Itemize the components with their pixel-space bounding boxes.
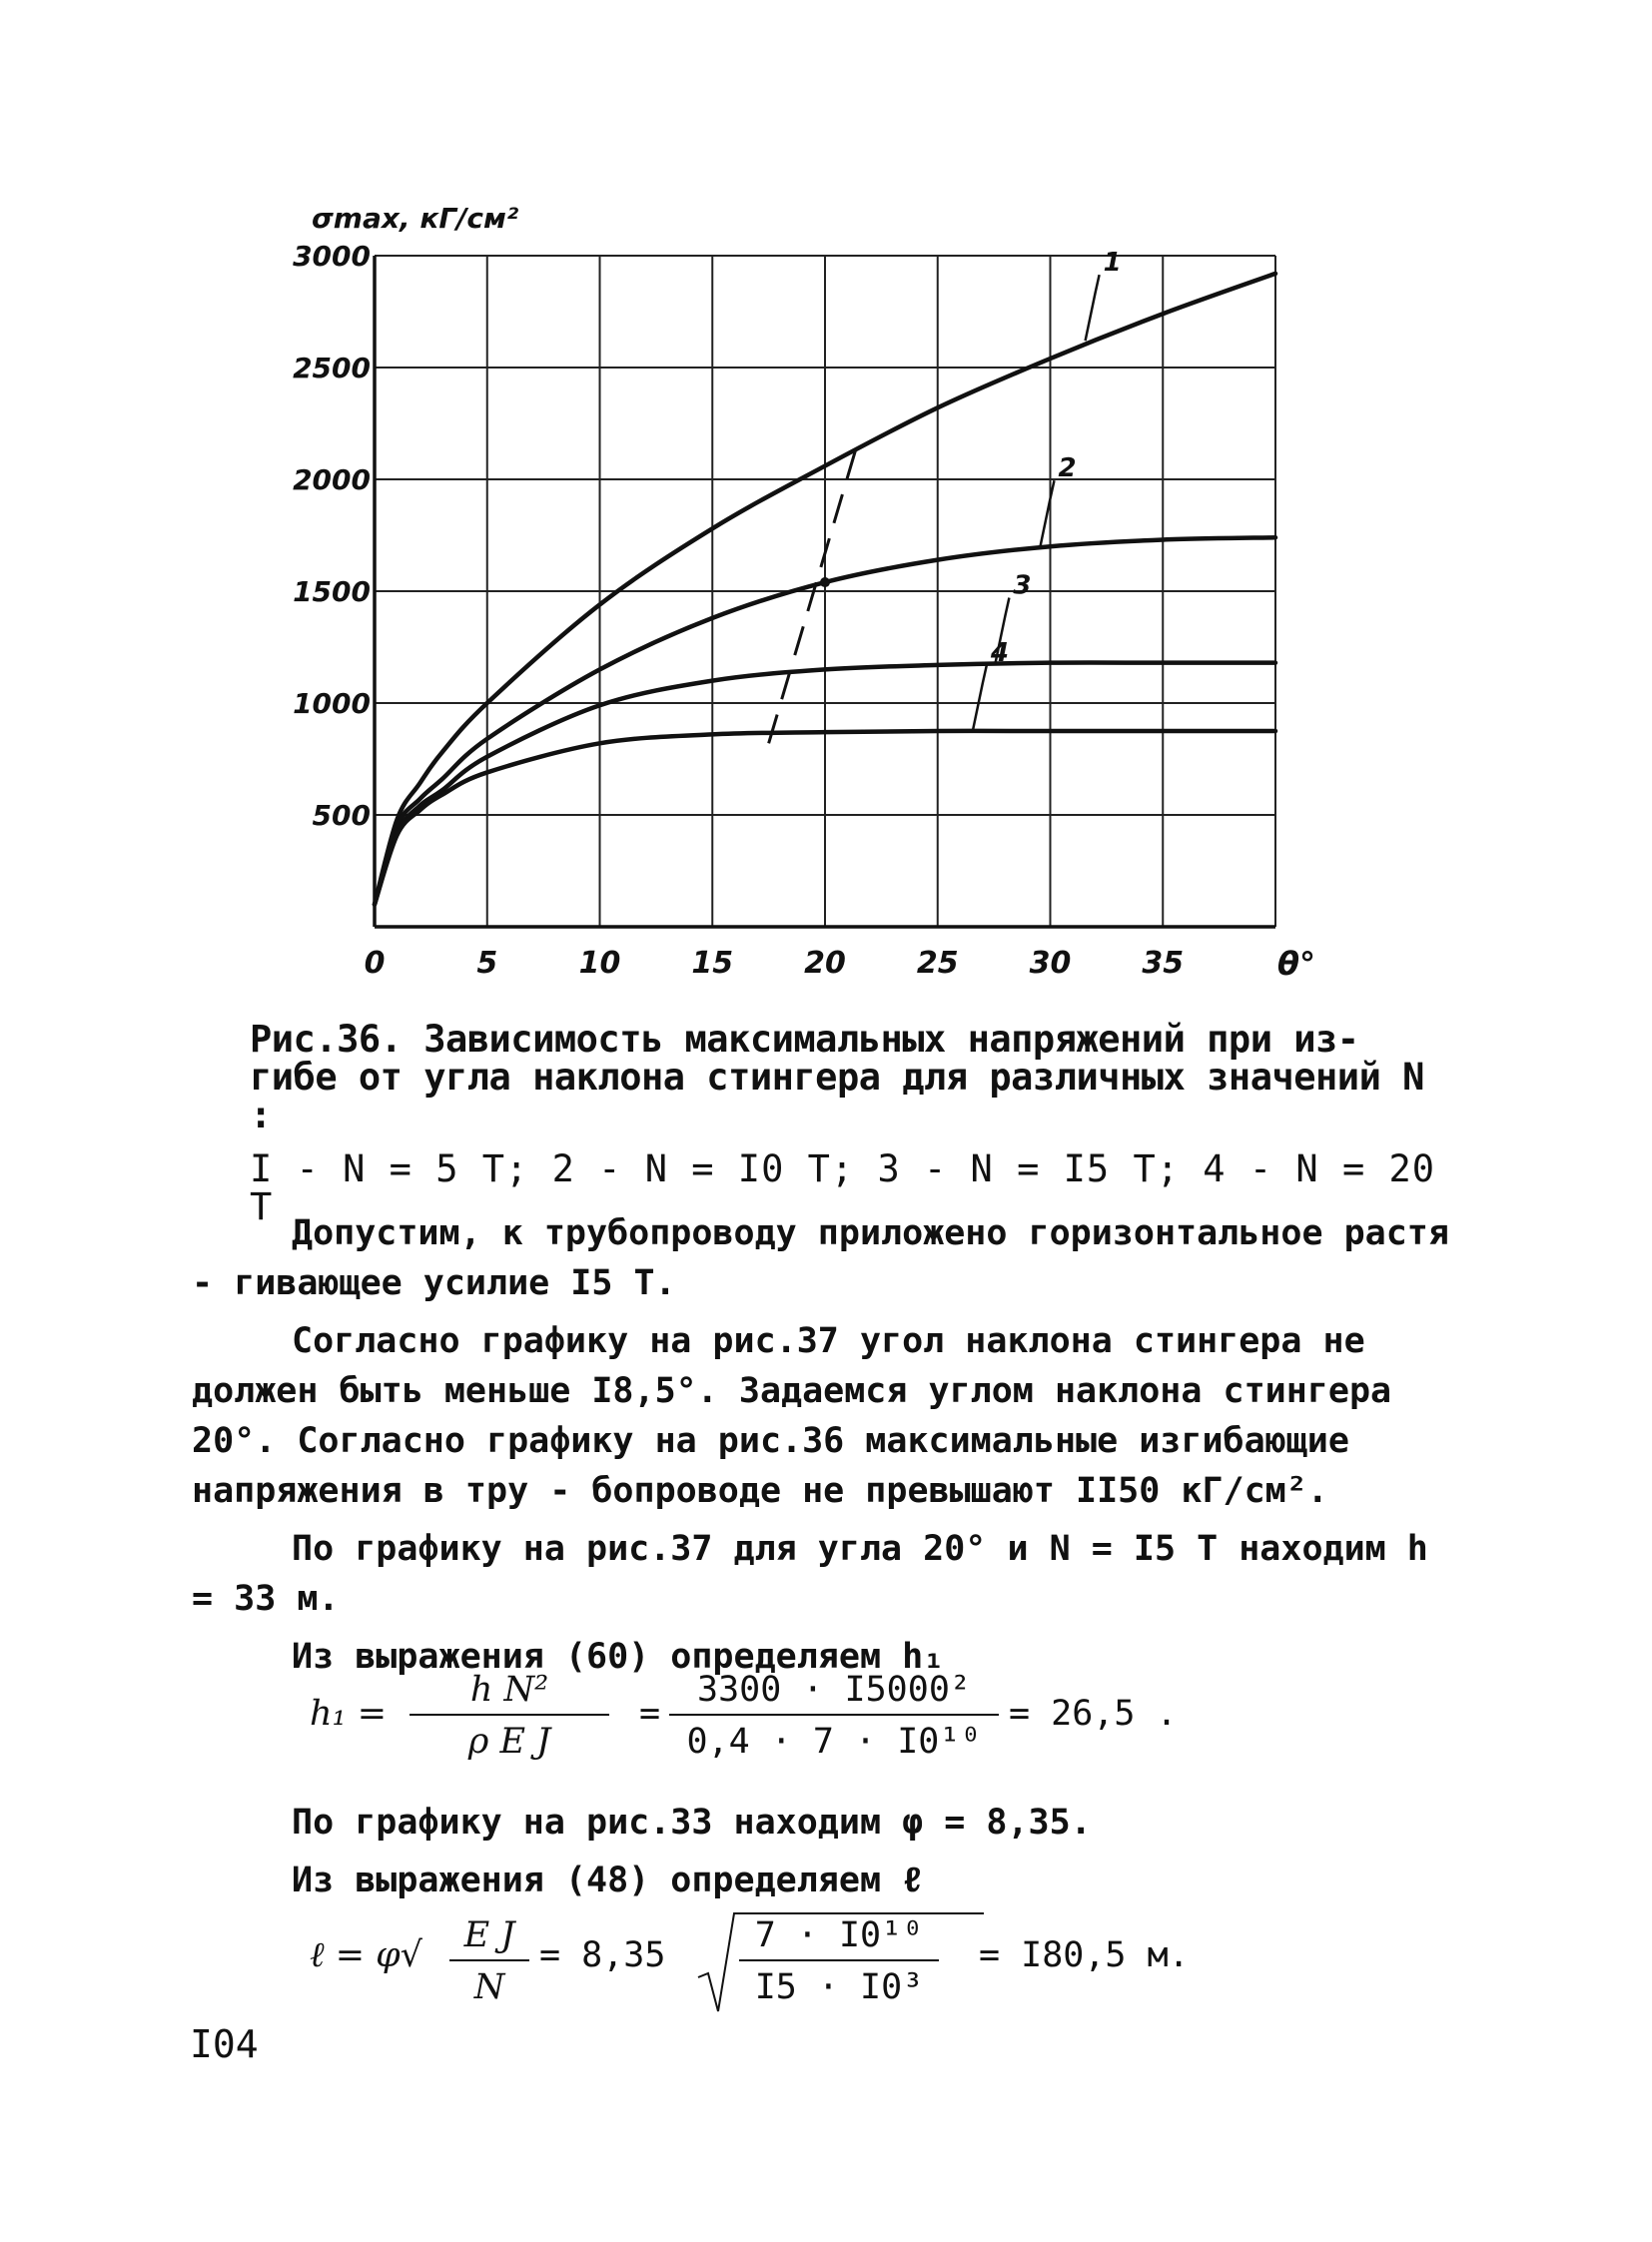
series-leader-2 [1041, 480, 1055, 546]
intersection-point [820, 577, 830, 587]
paragraph-6: Из выражения (48) определяем ℓ [292, 1861, 924, 1900]
formula-l-result: = I80,5 м. [979, 1935, 1190, 1975]
caption-line-2: гибе от угла наклона стингера для различных значений N : [250, 1056, 1424, 1136]
caption-legend: I - N = 5 Т; 2 - N = I0 Т; 3 - N = I5 Т; 4 - N = 20 Т [250, 1147, 1436, 1228]
formula-h1-frac2 [669, 1670, 999, 1762]
y-tick-label-3000: 3000 [293, 240, 371, 273]
series-leader-4 [973, 665, 987, 731]
formula-h1-num1: h N² [410, 1670, 609, 1716]
x-tick-label-30: 30 [1029, 946, 1072, 981]
y-tick-label-2500: 2500 [293, 352, 371, 384]
formula-h1-result: = 26,5 . [1009, 1694, 1178, 1734]
y-tick-label-500: 500 [312, 799, 371, 832]
formula-l-lhs: ℓ = φ√ [310, 1935, 422, 1975]
formula-l-den1: N [473, 1967, 505, 2007]
stress-vs-angle-chart [0, 0, 1652, 1009]
paragraph-5: По графику на рис.33 находим φ = 8,35. [292, 1803, 1092, 1843]
formula-h1-frac1 [410, 1670, 609, 1762]
formula-l-frac2 [739, 1915, 939, 2007]
x-axis-label: θ° [1277, 945, 1315, 983]
x-tick-label-0: 0 [364, 946, 386, 981]
x-tick-label-35: 35 [1142, 946, 1185, 981]
formula-h1-num2: 3300 · I5000² [669, 1670, 999, 1716]
formula-l-frac1 [449, 1915, 529, 2007]
y-tick-label-2000: 2000 [293, 463, 371, 496]
series-label-1: 1 [1103, 248, 1122, 279]
body-text [192, 1208, 1470, 1682]
series-leader-1 [1086, 275, 1100, 341]
paragraph-3: По графику на рис.37 для угла 20° и N = I5 Т находим h = 33 м. [192, 1529, 1428, 1619]
formula-h1 [300, 1670, 1199, 1780]
series-label-2: 2 [1058, 453, 1077, 484]
formula-l-mid: = 8,35 [539, 1935, 666, 1975]
x-tick-label-20: 20 [804, 946, 846, 981]
chart-grid [375, 256, 1275, 927]
body-text-2 [192, 1798, 1470, 1905]
formula-l-num2: 7 · I0¹⁰ [739, 1915, 939, 1961]
y-axis-label: σmax, кГ/см² [312, 202, 519, 235]
x-tick-label-15: 15 [691, 946, 734, 981]
x-tick-label-5: 5 [476, 946, 498, 981]
formula-l-den2: I5 · I0³ [754, 1967, 924, 2007]
formula-h1-eq: = [639, 1694, 661, 1734]
formula-h1-den1: ρ E J [467, 1722, 551, 1762]
y-tick-label-1000: 1000 [293, 687, 371, 720]
x-tick-label-25: 25 [916, 946, 959, 981]
y-tick-label-1500: 1500 [293, 575, 371, 608]
x-tick-label-10: 10 [578, 946, 621, 981]
formula-h1-den2: 0,4 · 7 · I0¹⁰ [686, 1722, 982, 1762]
formula-h1-lhs: h₁ = [310, 1694, 388, 1734]
paragraph-2: Согласно графику на рис.37 угол наклона стингера не должен быть меньше I8,5°. Задаемся углом наклона стингера 20°. Согласно графику на рис.36 максимальные изгибающие напряжения в тру - бопроводе не превышают II50 кГ/см². [192, 1321, 1392, 1511]
series-label-3: 3 [1013, 570, 1032, 601]
formula-l [300, 1915, 1199, 2015]
formula-l-num1: E J [449, 1915, 529, 1961]
page-number: I04 [190, 2022, 259, 2066]
series-label-4: 4 [990, 638, 1009, 668]
paragraph-1: Допустим, к трубопроводу приложено горизонтальное растя - гивающее усилие I5 Т. [192, 1213, 1449, 1303]
paragraph-4: Из выражения (60) определяем h₁ [292, 1637, 945, 1677]
figure-caption [250, 1018, 1448, 1228]
caption-line-1: Рис.36. Зависимость максимальных напряжений при из- [250, 1018, 1359, 1061]
